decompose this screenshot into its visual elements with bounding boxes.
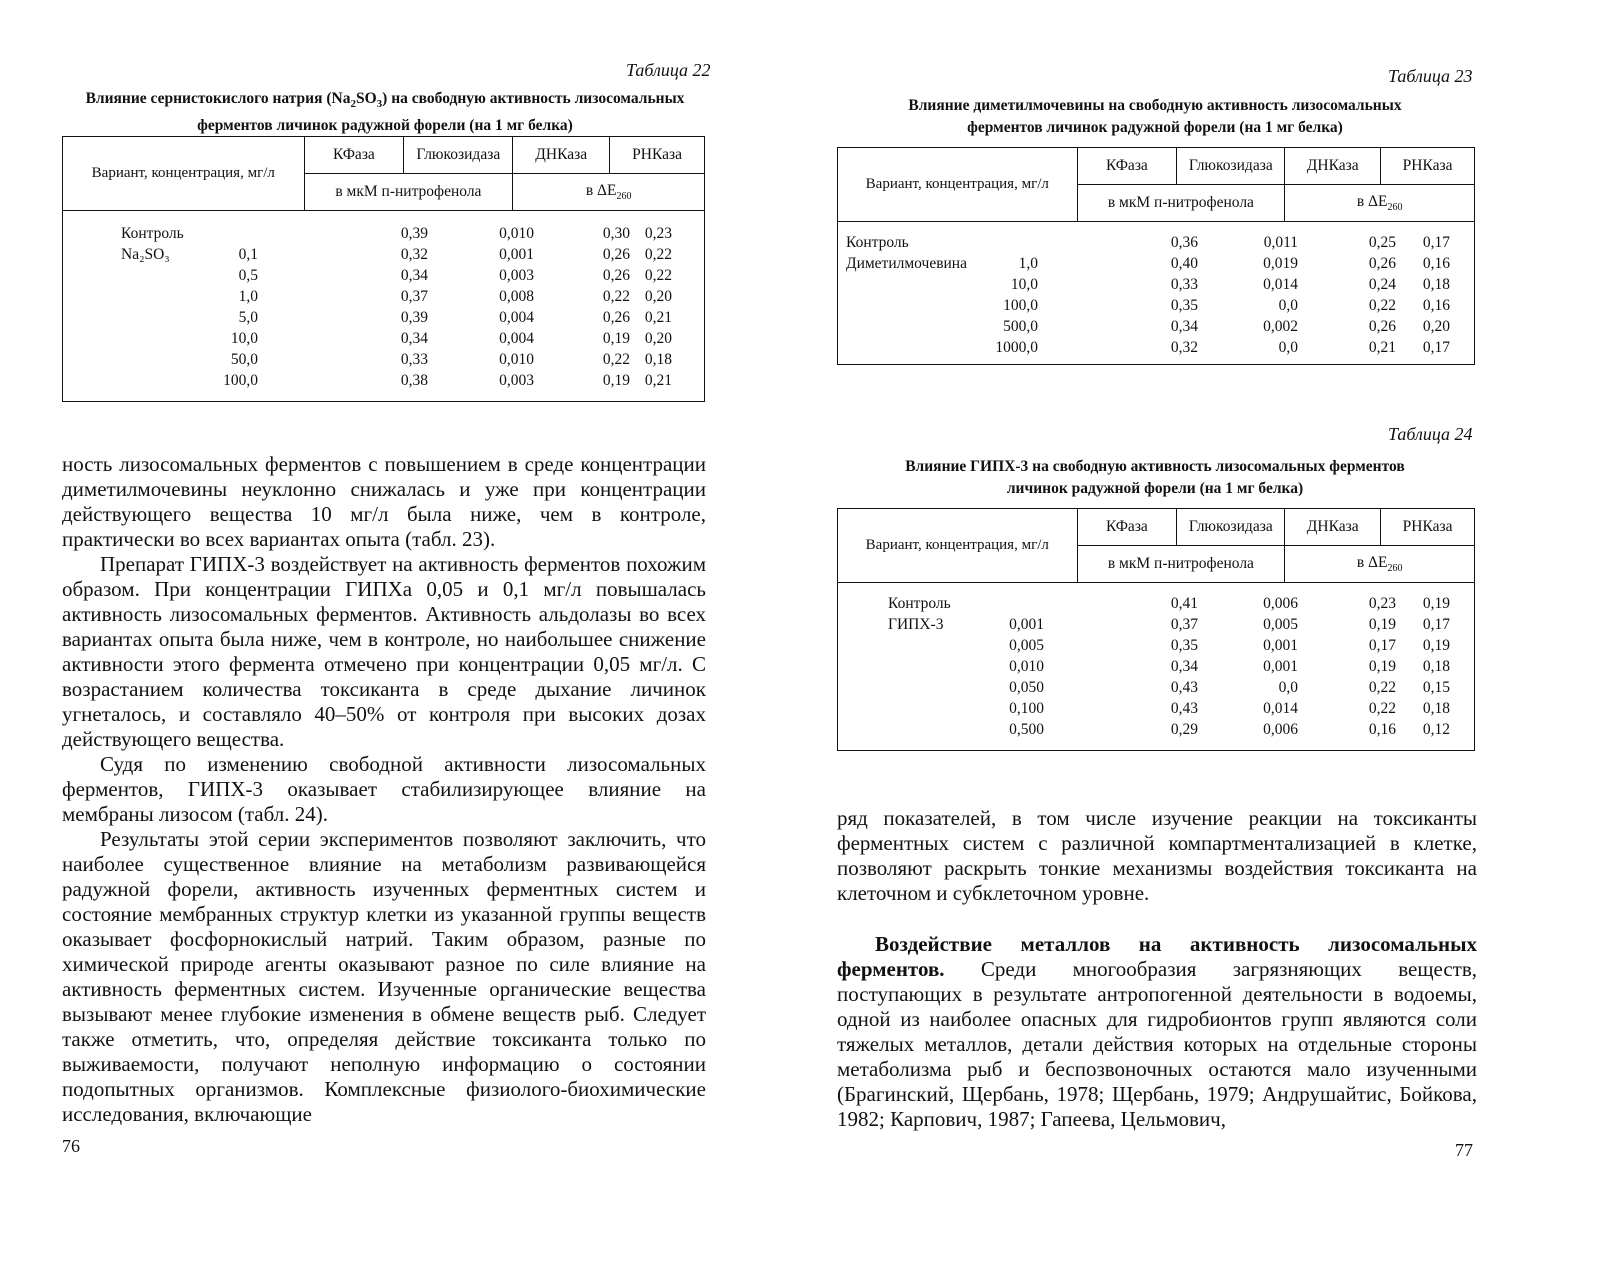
cell-rnase: 0,18 bbox=[1422, 276, 1450, 293]
cell-dnase: 0,26 bbox=[1368, 255, 1396, 272]
cell-glucosidase: 0,0 bbox=[1278, 297, 1298, 314]
unit-delta-e: в $\Delta E_{260}$ bbox=[513, 174, 705, 211]
row-concentration: 0,001 bbox=[1009, 616, 1044, 633]
cell-glucosidase: 0,008 bbox=[499, 288, 534, 305]
cell-glucosidase: 0,0 bbox=[1278, 339, 1298, 356]
table24-label: Таблица 24 bbox=[1388, 424, 1473, 444]
cell-dnase: 0,22 bbox=[1368, 700, 1396, 717]
table22-body bbox=[63, 211, 704, 401]
cell-dnase: 0,19 bbox=[602, 330, 630, 347]
cell-kfaza: 0,43 bbox=[1170, 700, 1198, 717]
paragraph: Судя по изменению свободной активности лизосомальных ферментов, ГИПХ-3 оказывает стабилизирующее влияние на мембраны лизосом (табл. 24). bbox=[62, 752, 706, 826]
paragraph: ряд показателей, в том числе изучение реакции на токсиканты ферментных систем с различной компартментализацией в клетке, позволяют раскрыть тонкие механизмы воздействия токсиканта на клеточном и субклеточном уровне. bbox=[837, 806, 1477, 905]
cell-kfaza: 0,37 bbox=[400, 288, 428, 305]
row-concentration: 1,0 bbox=[1018, 255, 1038, 272]
cell-dnase: 0,30 bbox=[602, 225, 630, 242]
page-number: 77 bbox=[1455, 1140, 1473, 1160]
row-concentration: 0,100 bbox=[1009, 700, 1044, 717]
cell-rnase: 0,16 bbox=[1422, 297, 1450, 314]
variant-header: Вариант, концентрация, мг/л bbox=[838, 148, 1078, 222]
cell-glucosidase: 0,001 bbox=[1263, 637, 1298, 654]
paragraph: Препарат ГИПХ-3 воздействует на активность ферментов похожим образом. При концентрации ГИПХа 0,05 и 0,1 мг/л повышалась активность лизосомальных ферментов. Активность альдолазы во всех вариантах опыта была ниже, чем в контроле, но наибольшее снижение активности этого фермента отмечено при концентрации 0,05 мг/л. С возрастанием количества токсиканта в среде дыхание личинок угнеталось, и составляло 40–50% от контроля при высоких дозах действующего вещества. bbox=[62, 552, 706, 751]
cell-dnase: 0,26 bbox=[1368, 318, 1396, 335]
cell-kfaza: 0,40 bbox=[1170, 255, 1198, 272]
table-row bbox=[838, 295, 1474, 316]
row-label: Контроль bbox=[888, 595, 951, 612]
table-row bbox=[838, 719, 1474, 740]
cell-glucosidase: 0,014 bbox=[1263, 700, 1298, 717]
col-rnase: РНКаза bbox=[1381, 148, 1475, 185]
cell-kfaza: 0,36 bbox=[1170, 234, 1198, 251]
cell-dnase: 0,17 bbox=[1368, 637, 1396, 654]
table23-body bbox=[838, 222, 1474, 364]
variant-header: Вариант, концентрация, мг/л bbox=[63, 137, 305, 211]
unit-delta-e: в $\Delta E_{260}$ bbox=[1285, 546, 1475, 583]
cell-rnase: 0,18 bbox=[1422, 658, 1450, 675]
cell-glucosidase: 0,001 bbox=[499, 246, 534, 263]
table-row bbox=[63, 349, 704, 370]
cell-dnase: 0,16 bbox=[1368, 721, 1396, 738]
table-row bbox=[838, 593, 1474, 614]
cell-rnase: 0,19 bbox=[1422, 595, 1450, 612]
cell-dnase: 0,24 bbox=[1368, 276, 1396, 293]
cell-kfaza: 0,37 bbox=[1170, 616, 1198, 633]
row-concentration: 500,0 bbox=[1003, 318, 1038, 335]
table-row bbox=[63, 286, 704, 307]
cell-dnase: 0,22 bbox=[602, 351, 630, 368]
table-row bbox=[838, 316, 1474, 337]
cell-glucosidase: 0,001 bbox=[1263, 658, 1298, 675]
col-kfaza: КФаза bbox=[1077, 148, 1177, 185]
row-concentration: 1,0 bbox=[238, 288, 258, 305]
cell-kfaza: 0,34 bbox=[400, 330, 428, 347]
table22-title: Влияние сернистокислого натрия $(Na_2SO_3)$ на свободную активность лизосомальных ферментов личинок радужной форели (на 1 мг белка) bbox=[85, 90, 685, 135]
row-concentration: 10,0 bbox=[230, 330, 258, 347]
left-body-text bbox=[62, 452, 706, 1127]
cell-rnase: 0,20 bbox=[644, 288, 672, 305]
page-number: 76 bbox=[62, 1136, 80, 1156]
cell-rnase: 0,18 bbox=[644, 351, 672, 368]
cell-rnase: 0,17 bbox=[1422, 339, 1450, 356]
cell-rnase: 0,19 bbox=[1422, 637, 1450, 654]
table-row bbox=[63, 244, 704, 265]
col-rnase: РНКаза bbox=[1381, 509, 1475, 546]
cell-glucosidase: 0,010 bbox=[499, 225, 534, 242]
cell-rnase: 0,15 bbox=[1422, 679, 1450, 696]
row-concentration: 50,0 bbox=[230, 351, 258, 368]
cell-dnase: 0,26 bbox=[602, 309, 630, 326]
cell-glucosidase: 0,010 bbox=[499, 351, 534, 368]
cell-kfaza: 0,43 bbox=[1170, 679, 1198, 696]
col-kfaza: КФаза bbox=[304, 137, 404, 174]
cell-glucosidase: 0,002 bbox=[1263, 318, 1298, 335]
cell-rnase: 0,22 bbox=[644, 267, 672, 284]
right-body-text bbox=[837, 806, 1477, 1132]
table-row bbox=[838, 656, 1474, 677]
cell-dnase: 0,22 bbox=[1368, 679, 1396, 696]
table-row bbox=[838, 232, 1474, 253]
cell-rnase: 0,18 bbox=[1422, 700, 1450, 717]
unit-nitrophenol: в мкМ п-нитрофенола bbox=[1077, 185, 1285, 222]
cell-dnase: 0,21 bbox=[1368, 339, 1396, 356]
cell-dnase: 0,19 bbox=[1368, 658, 1396, 675]
row-concentration: 0,050 bbox=[1009, 679, 1044, 696]
cell-rnase: 0,20 bbox=[644, 330, 672, 347]
table22 bbox=[62, 136, 705, 402]
cell-glucosidase: 0,003 bbox=[499, 267, 534, 284]
cell-kfaza: 0,32 bbox=[1170, 339, 1198, 356]
cell-rnase: 0,23 bbox=[644, 225, 672, 242]
row-label: Na₂SO₃ bbox=[121, 246, 170, 263]
paragraph: ность лизосомальных ферментов с повышением в среде концентрации диметилмочевины неуклонно снижалась и уже при концентрации действующего вещества 10 мг/л была ниже, чем в контроле, практически во всех вариантах опыта (табл. 23). bbox=[62, 452, 706, 551]
table24-title: Влияние ГИПХ-3 на свободную активность лизосомальных ферментов личинок радужной форели (на 1 мг белка) bbox=[905, 458, 1405, 497]
table-row bbox=[838, 698, 1474, 719]
cell-rnase: 0,20 bbox=[1422, 318, 1450, 335]
cell-kfaza: 0,41 bbox=[1170, 595, 1198, 612]
row-concentration: 100,0 bbox=[1003, 297, 1038, 314]
row-concentration: 0,500 bbox=[1009, 721, 1044, 738]
row-label: Диметилмочевина bbox=[846, 255, 967, 272]
row-label: Контроль bbox=[846, 234, 909, 251]
row-concentration: 0,5 bbox=[238, 267, 258, 284]
col-glucosidase: Глюкозидаза bbox=[404, 137, 513, 174]
cell-rnase: 0,22 bbox=[644, 246, 672, 263]
cell-glucosidase: 0,005 bbox=[1263, 616, 1298, 633]
table23-label: Таблица 23 bbox=[1388, 66, 1473, 86]
col-kfaza: КФаза bbox=[1077, 509, 1177, 546]
cell-dnase: 0,19 bbox=[1368, 616, 1396, 633]
cell-dnase: 0,19 bbox=[602, 372, 630, 389]
cell-dnase: 0,25 bbox=[1368, 234, 1396, 251]
cell-dnase: 0,22 bbox=[602, 288, 630, 305]
row-concentration: 5,0 bbox=[238, 309, 258, 326]
cell-kfaza: 0,33 bbox=[400, 351, 428, 368]
unit-delta-e: в $\Delta E_{260}$ bbox=[1285, 185, 1475, 222]
unit-nitrophenol: в мкМ п-нитрофенола bbox=[304, 174, 513, 211]
cell-dnase: 0,23 bbox=[1368, 595, 1396, 612]
cell-dnase: 0,26 bbox=[602, 267, 630, 284]
cell-glucosidase: 0,0 bbox=[1278, 679, 1298, 696]
cell-rnase: 0,21 bbox=[644, 372, 672, 389]
table24 bbox=[837, 508, 1475, 751]
cell-glucosidase: 0,006 bbox=[1263, 595, 1298, 612]
table-row bbox=[838, 635, 1474, 656]
row-label: Контроль bbox=[121, 225, 184, 242]
cell-kfaza: 0,32 bbox=[400, 246, 428, 263]
cell-glucosidase: 0,003 bbox=[499, 372, 534, 389]
cell-kfaza: 0,35 bbox=[1170, 297, 1198, 314]
table-row bbox=[63, 307, 704, 328]
cell-rnase: 0,16 bbox=[1422, 255, 1450, 272]
table23 bbox=[837, 147, 1475, 365]
table-row bbox=[63, 223, 704, 244]
section-heading: Воздействие металлов на активность лизосомальных ферментов. bbox=[837, 932, 1477, 981]
table22-label: Таблица 22 bbox=[626, 60, 711, 80]
cell-dnase: 0,22 bbox=[1368, 297, 1396, 314]
row-concentration: 0,005 bbox=[1009, 637, 1044, 654]
paragraph: Результаты этой серии экспериментов позволяют заключить, что наиболее существенное влияние на метаболизм развивающейся радужной форели, активность изученных ферментных систем и состояние мембранных структур клетки из указанной группы веществ оказывает фосфорнокислый натрий. Таким образом, разные по химической природе агенты оказывают разное по силе влияние на активность ферментных систем. Изученные органические вещества вызывают менее глубокие изменения в обмене веществ рыб. Следует также отметить, что, определяя действие токсиканта только по выживаемости, получают неполную информацию о состоянии подопытных организмов. Комплексные физиолого-биохимические исследования, включающие bbox=[62, 827, 706, 1126]
cell-rnase: 0,21 bbox=[644, 309, 672, 326]
table-row bbox=[838, 274, 1474, 295]
col-dnase: ДНКаза bbox=[1285, 509, 1381, 546]
cell-kfaza: 0,39 bbox=[400, 309, 428, 326]
cell-kfaza: 0,34 bbox=[1170, 658, 1198, 675]
cell-kfaza: 0,35 bbox=[1170, 637, 1198, 654]
row-concentration: 0,010 bbox=[1009, 658, 1044, 675]
cell-rnase: 0,17 bbox=[1422, 234, 1450, 251]
cell-rnase: 0,12 bbox=[1422, 721, 1450, 738]
col-dnase: ДНКаза bbox=[513, 137, 610, 174]
table-row bbox=[838, 614, 1474, 635]
cell-kfaza: 0,38 bbox=[400, 372, 428, 389]
table-row bbox=[838, 677, 1474, 698]
cell-rnase: 0,17 bbox=[1422, 616, 1450, 633]
left-page bbox=[0, 0, 780, 1262]
cell-kfaza: 0,29 bbox=[1170, 721, 1198, 738]
cell-glucosidase: 0,011 bbox=[1263, 234, 1298, 251]
row-label: ГИПХ-3 bbox=[888, 616, 944, 633]
row-concentration: 100,0 bbox=[223, 372, 258, 389]
right-page bbox=[800, 0, 1600, 1262]
unit-nitrophenol: в мкМ п-нитрофенола bbox=[1077, 546, 1285, 583]
table-row bbox=[838, 337, 1474, 358]
col-glucosidase: Глюкозидаза bbox=[1177, 509, 1285, 546]
cell-glucosidase: 0,006 bbox=[1263, 721, 1298, 738]
paragraph: Воздействие металлов на активность лизосомальных ферментов. Среди многообразия загрязняющих веществ, поступающих в результате антропогенной деятельности в водоемы, одной из наиболее опасных для гидробионтов групп являются соли тяжелых металлов, детали действия которых на отдельные стороны метаболизма рыб и беспозвоночных остаются мало изученными (Брагинский, Щербань, 1978; Щербань, 1979; Андрушайтис, Бойкова, 1982; Карпович, 1987; Гапеева, Цельмович, bbox=[837, 932, 1477, 1131]
cell-glucosidase: 0,004 bbox=[499, 309, 534, 326]
cell-glucosidase: 0,014 bbox=[1263, 276, 1298, 293]
cell-kfaza: 0,33 bbox=[1170, 276, 1198, 293]
cell-glucosidase: 0,019 bbox=[1263, 255, 1298, 272]
table-row bbox=[838, 253, 1474, 274]
row-concentration: 1000,0 bbox=[995, 339, 1038, 356]
row-concentration: 0,1 bbox=[238, 246, 258, 263]
cell-kfaza: 0,34 bbox=[1170, 318, 1198, 335]
table-row bbox=[63, 370, 704, 391]
cell-kfaza: 0,39 bbox=[400, 225, 428, 242]
table-row bbox=[63, 328, 704, 349]
table24-body bbox=[838, 583, 1474, 750]
variant-header: Вариант, концентрация, мг/л bbox=[838, 509, 1078, 583]
col-glucosidase: Глюкозидаза bbox=[1177, 148, 1285, 185]
table-row bbox=[63, 265, 704, 286]
cell-dnase: 0,26 bbox=[602, 246, 630, 263]
cell-kfaza: 0,34 bbox=[400, 267, 428, 284]
col-rnase: РНКаза bbox=[610, 137, 705, 174]
row-concentration: 10,0 bbox=[1010, 276, 1038, 293]
table23-title: Влияние диметилмочевины на свободную активность лизосомальных ферментов личинок радужной форели (на 1 мг белка) bbox=[908, 97, 1402, 136]
col-dnase: ДНКаза bbox=[1285, 148, 1381, 185]
cell-glucosidase: 0,004 bbox=[499, 330, 534, 347]
